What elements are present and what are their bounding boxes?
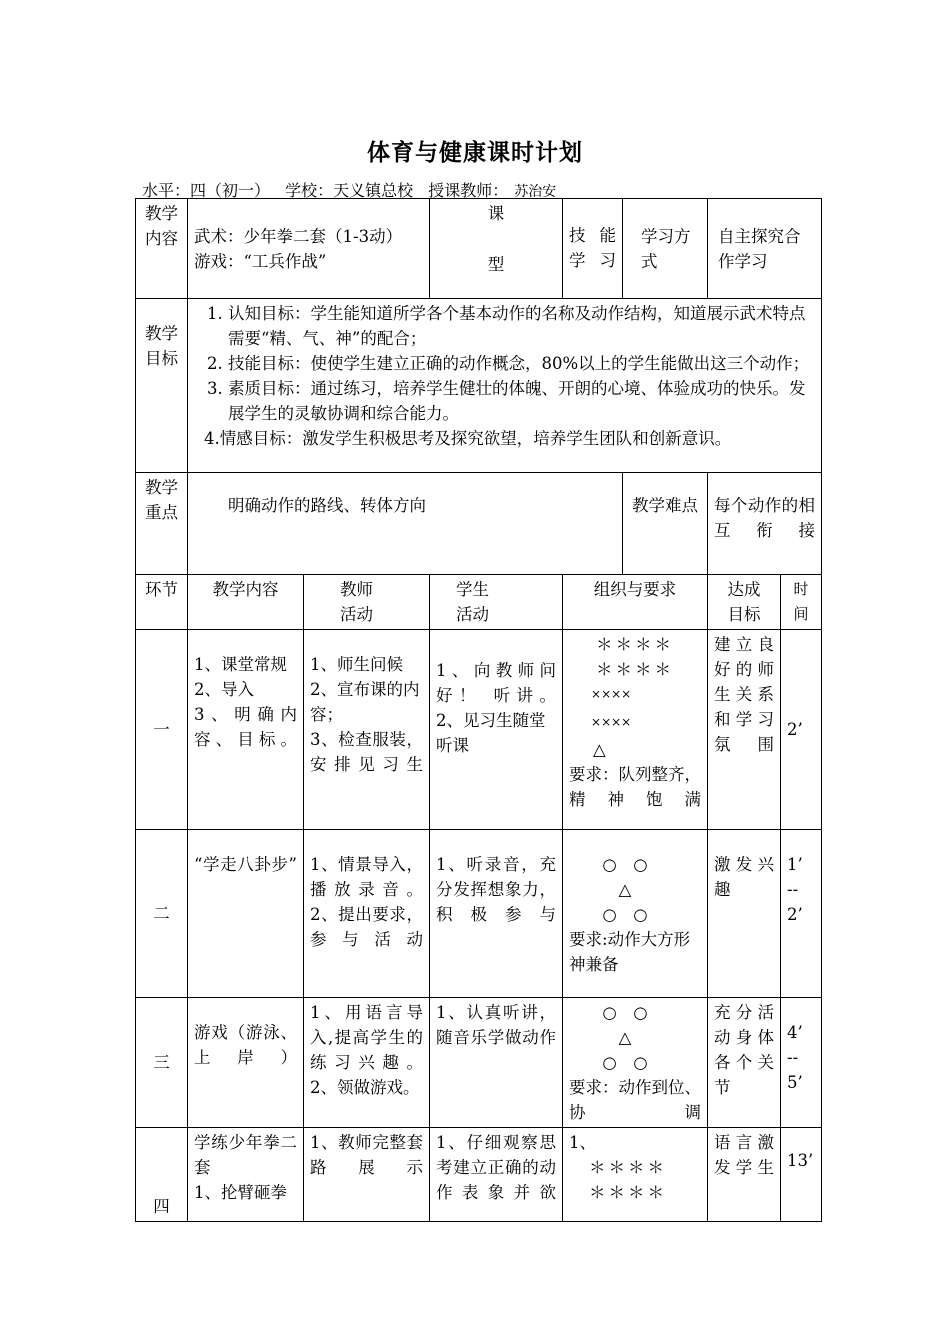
header-content: 教学内容	[188, 575, 304, 630]
content-line: 武术：少年拳二套（1-3动）	[194, 226, 403, 246]
stage-org	[563, 630, 708, 830]
stage-teacher: 1、用语言导入,提高学生的练习兴趣。 2、领做游戏。	[304, 998, 430, 1128]
stage-student: 1、认真听讲，随音乐学做动作	[430, 998, 563, 1128]
label-goals: 教学目标	[136, 299, 188, 473]
formation-line: ○ ○	[602, 1003, 648, 1022]
stage-org	[563, 998, 708, 1128]
stage-student: 1、向教师问好！ 听讲。 2、见习生随堂听课	[430, 630, 563, 830]
header-time: 时间	[781, 575, 822, 630]
stage-time: 4’ -- 5’	[781, 998, 822, 1128]
stage-number: 四	[136, 1128, 188, 1222]
row-focus	[136, 473, 822, 575]
difficulty-value: 每个动作的相互衔接	[708, 473, 822, 575]
goals-list	[194, 301, 815, 426]
stage-goal: 语言激发学生	[708, 1128, 781, 1222]
lesson-type-label: 课 型	[430, 199, 563, 299]
stage-goal: 建立良好的师生关系和学习氛围	[708, 630, 781, 830]
formation-prefix: 1、	[569, 1133, 597, 1152]
requirement-text: 要求:动作大方形神兼备	[569, 930, 691, 974]
learning-method-value: 自主探究合作学习	[708, 199, 822, 299]
goals-cell	[188, 299, 822, 473]
lesson-type-value: 技能学习	[563, 199, 623, 299]
goal-item: 3. 素质目标：通过练习，培养学生健壮的体魄、开朗的心境、体验成功的快乐。发展学生的灵敏协调和综合能力。	[228, 376, 815, 426]
goal-item: 1. 认知目标：学生能知道所学各个基本动作的名称及动作结构，知道展示武术特点需要“精、气、神”的配合；	[228, 301, 815, 351]
content-cell	[188, 199, 430, 299]
formation-line: △	[618, 1028, 632, 1047]
lesson-plan-table	[135, 198, 822, 1222]
content-line: 游戏：“工兵作战”	[194, 251, 327, 271]
stage-row	[136, 1128, 822, 1222]
header-teacher: 教师活动	[304, 575, 430, 630]
stage-time: 1’ -- 2’	[781, 830, 822, 998]
stage-content: 1、课堂常规 2、导入 3、明确内容、目标。	[188, 630, 304, 830]
requirement-text: 要求：动作到位、协调	[569, 1078, 702, 1122]
stage-time: 2’	[781, 630, 822, 830]
stage-row	[136, 998, 822, 1128]
stage-row	[136, 830, 822, 998]
formation-line: ××××	[591, 687, 632, 701]
stage-content: 游戏（游泳、上岸）	[188, 998, 304, 1128]
stage-student: 1、仔细观察思考建立正确的动作表象并欲	[430, 1128, 563, 1222]
stage-content: “学走八卦步”	[188, 830, 304, 998]
label-focus: 教学重点	[136, 473, 188, 575]
stage-number: 三	[136, 998, 188, 1128]
focus-content: 明确动作的路线、转体方向	[188, 473, 623, 575]
header-row	[136, 575, 822, 630]
stage-teacher: 1、情景导入，播放录音。 2、提出要求，参与活动	[304, 830, 430, 998]
difficulty-label: 教学难点	[623, 473, 708, 575]
requirement-text: 要求：队列整齐，精神饱满	[569, 765, 702, 809]
stage-row	[136, 630, 822, 830]
page-title: 体育与健康课时计划	[367, 139, 583, 166]
stage-number: 二	[136, 830, 188, 998]
label-content: 教学内容	[136, 199, 188, 299]
stage-org	[563, 1128, 708, 1222]
formation-line: ××××	[591, 715, 632, 729]
formation-line: ＊＊＊＊	[589, 1183, 668, 1202]
header-org: 组织与要求	[563, 575, 708, 630]
goal-item: 2. 技能目标：使使学生建立正确的动作概念，80%以上的学生能做出这三个动作；	[228, 351, 815, 376]
teacher-name: 苏治安	[514, 184, 557, 200]
stage-teacher: 1、教师完整套路展示	[304, 1128, 430, 1222]
formation-line: ○ ○	[602, 1053, 648, 1072]
stage-teacher: 1、师生问候 2、宣布课的内容； 3、检查服装，安排见习生	[304, 630, 430, 830]
school-text: 学校：天义镇总校	[285, 181, 414, 200]
teacher-position: △	[593, 740, 606, 759]
stage-goal: 充分活动身体各个关节	[708, 998, 781, 1128]
teacher-label: 授课教师：	[428, 181, 509, 200]
stage-org	[563, 830, 708, 998]
learning-method-label: 学习方式	[623, 199, 708, 299]
formation-line: ＊＊＊＊	[589, 1158, 668, 1177]
formation-line: ＊＊＊＊	[596, 635, 675, 654]
formation-line: ○ ○	[602, 905, 648, 924]
goal-item-4: 4.情感目标：激发学生积极思考及探究欲望，培养学生团队和创新意识。	[204, 429, 732, 448]
formation-line: △	[618, 880, 632, 899]
formation-line: ○ ○	[602, 855, 648, 874]
row-content	[136, 199, 822, 299]
header-goal: 达成目标	[708, 575, 781, 630]
stage-student: 1、听录音，充分发挥想象力，积极参与	[430, 830, 563, 998]
header-stage: 环节	[136, 575, 188, 630]
stage-time: 13’	[781, 1128, 822, 1222]
row-goals	[136, 299, 822, 473]
stage-content: 学练少年拳二套 1、抡臂砸拳	[188, 1128, 304, 1222]
stage-goal: 激发兴趣	[708, 830, 781, 998]
stage-number: 一	[136, 630, 188, 830]
header-student: 学生活动	[430, 575, 563, 630]
level-text: 水平：四（初一）	[142, 181, 271, 200]
formation-line: ＊＊＊＊	[596, 660, 675, 679]
